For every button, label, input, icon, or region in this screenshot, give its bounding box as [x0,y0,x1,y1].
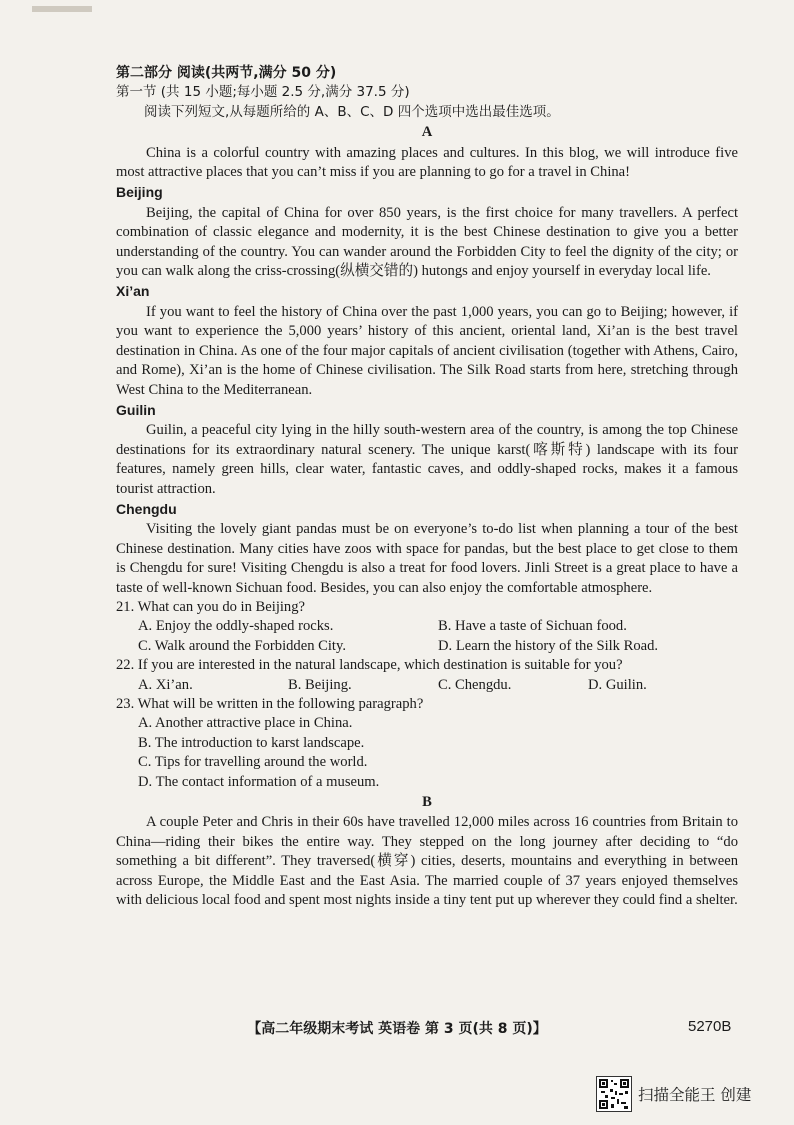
scan-artifact [32,6,92,12]
question-21-option-b: B. Have a taste of Sichuan food. [438,618,627,635]
question-21-options-row1 [138,617,738,636]
question-22-option-b: B. Beijing. [288,676,352,693]
passage-b-letter: B [422,794,432,811]
question-22-options [138,676,738,695]
part-heading: 第二部分 阅读(共两节,满分 50 分) [116,65,337,81]
question-21-option-c: C. Walk around the Forbidden City. [138,637,346,654]
qr-code-icon [596,1076,632,1112]
question-22-stem: 22. If you are interested in the natural landscape, which destination is suitable for you? [116,657,623,674]
place-heading-chengdu: Chengdu [116,500,177,517]
place-text-beijing: Beijing, the capital of China for over 850 years, is the first choice for many travellers. A perfect combination of classic elegance and modernity, it is the best Chinese destination to give you a better understanding of the country. You can wander around the Forbidden City to feel the dignity of the city; or you can walk along the criss-crossing(纵横交错的) hutongs and enjoy yourself in everyday local life. [116,204,738,280]
question-21-option-d: D. Learn the history of the Silk Road. [438,637,659,654]
place-heading-beijing: Beijing [116,184,163,201]
page-footer: 【高二年级期末考试 英语卷 第 3 页(共 8 页)】 [247,1021,547,1037]
place-text-guilin: Guilin, a peaceful city lying in the hilly south-western area of the country, is among the top Chinese destinations for its extraordinary natural scenery. The unique karst(喀斯特) landscape with its four features, namely green hills, clear water, fantastic caves, and oddly-shaped rocks, makes it a famous tourist attraction. [116,422,738,497]
question-21-stem: 21. What can you do in Beijing? [116,598,306,615]
question-23-option-b: B. The introduction to karst landscape. [138,734,365,751]
question-21-options-row2 [138,637,738,656]
place-text-chengdu: Visiting the lovely giant pandas must be on everyone’s to-do list when planning a tour of the best Chinese destination. Many cities have zoos with space for pandas, but the best place to get close to them is Chengdu for sure! Visiting Chengdu is also a treat for food lovers. Jinli Street is a great place to have a taste of well-known Sichuan food. Besides, you can also enjoy the comfortable atmosphere. [116,521,738,596]
question-21-option-a: A. Enjoy the oddly-shaped rocks. [138,618,334,635]
scanner-watermark: 扫描全能王 创建 [638,1086,752,1104]
place-text-xian: If you want to feel the history of China over the past 1,000 years, you can go to Beijing; however, if you want to experience the 5,000 years’ history of this ancient, oriental land, Xi’an is the best travel destination in China. As one of the four major capitals of ancient civilisation (together with Athens, Cairo, and Rome), Xi’an is the home of Chinese civilisation. The Silk Road starts from here, stretching through West China to the Mediterranean. [116,303,738,398]
question-22-option-a: A. Xi’an. [138,676,193,693]
section-heading: 第一节 (共 15 小题;每小题 2.5 分,满分 37.5 分) [116,84,410,101]
question-23-option-d: D. The contact information of a museum. [138,773,380,790]
place-heading-xian: Xi’an [116,283,150,300]
instruction: 阅读下列短文,从每题所给的 A、B、C、D 四个选项中选出最佳选项。 [144,103,560,120]
exam-code: 5270B [688,1018,732,1035]
question-23-stem: 23. What will be written in the following paragraph? [116,696,424,712]
question-22-option-d: D. Guilin. [588,676,647,693]
question-23-option-c: C. Tips for travelling around the world. [138,754,368,771]
passage-a-letter: A [421,124,433,141]
question-23-option-a: A. Another attractive place in China. [138,715,353,732]
passage-a-intro: China is a colorful country with amazing places and cultures. In this blog, we will introduce five most attractive places that you can’t miss if you are planning to go for a travel in China! [116,144,738,181]
page-content [116,64,738,910]
place-heading-guilin: Guilin [116,401,156,418]
question-22-option-c: C. Chengdu. [438,676,512,693]
passage-b-text: A couple Peter and Chris in their 60s have travelled 12,000 miles across 16 countries from Britain to China—riding their bikes the entire way. They stepped on the long journey after deciding to “do something a bit different”. They traversed(横穿) cities, deserts, mountains and everything in between across Europe, the Middle East and the East Asia. The married couple of 37 years enjoyed themselves with delicious local food and spent most nights inside a tiny tent put up wherever they could find a shelter. [116,814,738,909]
